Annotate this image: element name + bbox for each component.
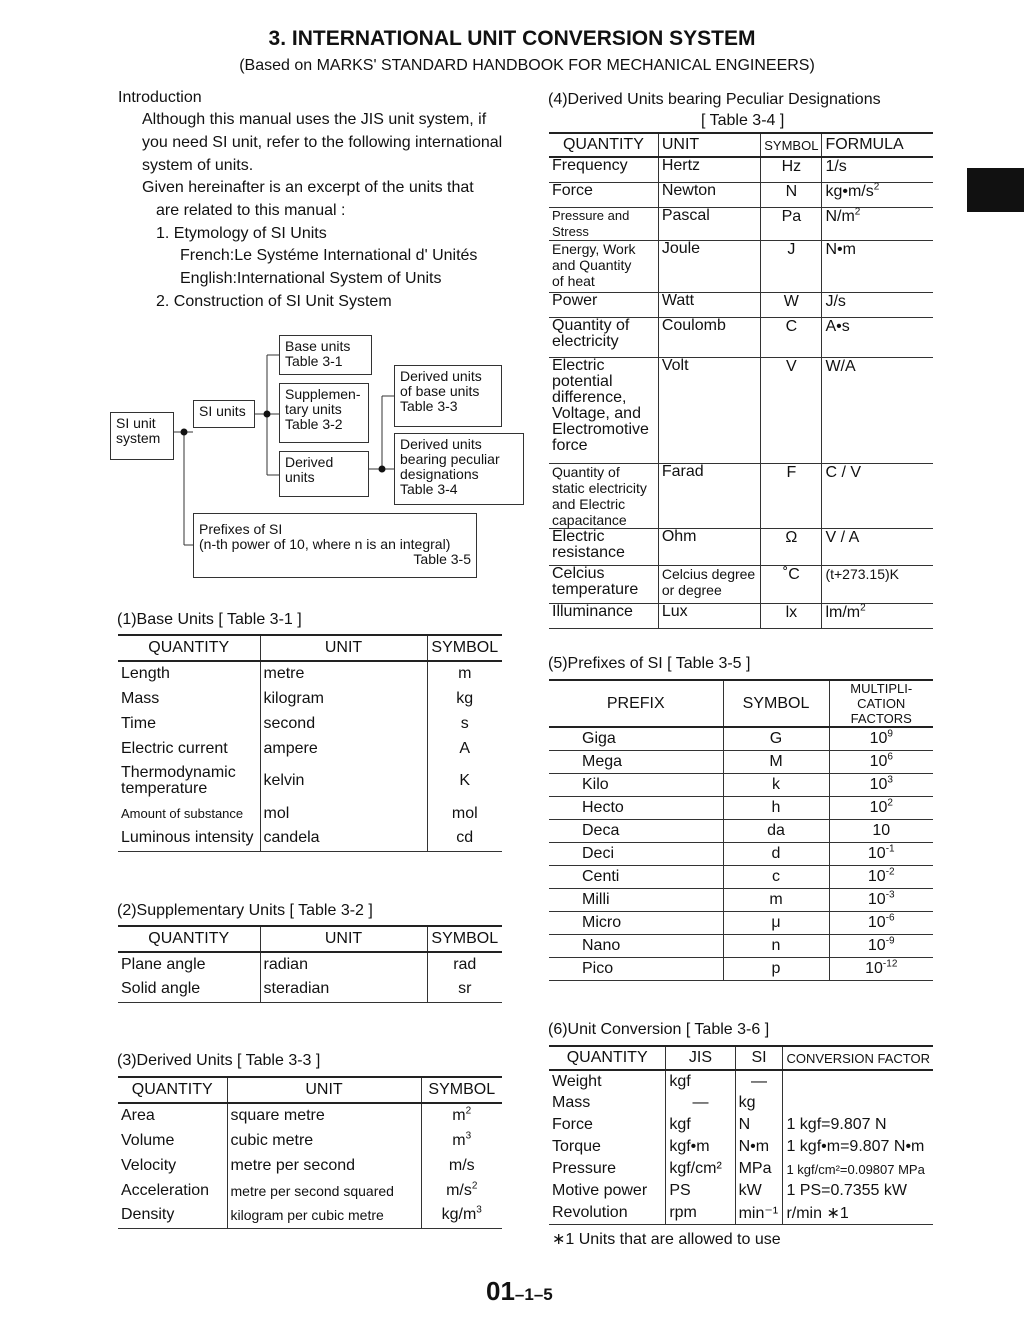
column-header: SI [735,1046,783,1070]
table1-caption: (1)Base Units [ Table 3-1 ] [117,611,302,628]
cell-symbol: V [761,357,822,463]
table6-caption: (6)Unit Conversion [ Table 3-6 ] [548,1021,770,1038]
page-number [486,1276,553,1307]
table-row [549,842,933,865]
table-row [118,686,502,711]
table-row [549,865,933,888]
cell-quantity: Area [121,1107,155,1124]
cell-si: kW [735,1180,783,1202]
cell-quantity: Torque [552,1138,601,1155]
cell-si: min⁻¹ [735,1202,783,1224]
factor-base: 10 [867,913,886,931]
cell-quantity: Plane angle [121,956,206,973]
page-title: 3. INTERNATIONAL UNIT CONVERSION SYSTEM [268,27,756,50]
cell-formula [822,603,933,628]
intro-line: Given hereinafter is an excerpt of the units that [142,179,474,196]
page-number-main: 01 [486,1276,515,1306]
cell-symbol: n [723,934,829,957]
cell-symbol: rad [427,952,502,977]
table-row [549,888,933,911]
cell-si: MPa [735,1158,783,1180]
factor-base: 10 [869,775,888,793]
table-row [549,934,933,957]
cell-conversion: r/min ∗1 [783,1202,933,1224]
formula-base: W/A [825,357,856,375]
cell-symbol [421,1153,502,1178]
cell-symbol: G [723,727,829,750]
cell-symbol: J [761,240,822,292]
supplementary-units-box: Supplemen- tary units Table 3-2 [279,383,369,443]
cell-unit: Volt [658,357,760,463]
cell-formula [822,207,933,240]
cell-unit: Farad [658,463,760,528]
table-row [118,761,502,801]
cell-quantity: Motive power [552,1182,648,1199]
table-row [118,1103,502,1128]
cell-jis: kgf [666,1070,735,1092]
factor-base: 10 [865,959,883,977]
column-header: PREFIX [549,680,723,727]
table6-footnote: ∗1 Units that are allowed to use [552,1231,781,1248]
supplementary-units-table [118,925,502,1003]
cell-unit: Lux [658,603,760,628]
column-header: SYMBOL [427,926,502,952]
cell-symbol: s [427,711,502,736]
cell-unit: candela [260,826,427,851]
column-header: SYMBOL [421,1077,502,1103]
table-row [549,207,933,240]
cell-unit: kilogram per cubic metre [227,1203,421,1228]
intro-line: system of units. [142,157,254,174]
table-row [549,240,933,292]
cell-symbol: ˚C [761,565,822,603]
table-row [118,661,502,686]
cell-quantity: Power [549,292,658,317]
column-header: UNIT [227,1077,421,1103]
table-row [549,528,933,565]
cell-prefix: Milli [549,888,723,911]
cell-si: N [735,1114,783,1136]
factor-base: 10 [867,844,886,862]
table4-body [549,157,933,628]
column-header: SYMBOL [761,133,822,157]
table5-caption: (5)Prefixes of SI [ Table 3-5 ] [548,655,751,672]
factor-base: 10 [872,821,891,839]
factor-base: 10 [869,729,888,747]
page-subtitle: (Based on MARKS' STANDARD HANDBOOK FOR MECHANICAL ENGINEERS) [239,57,815,74]
cell-conversion: 1 kgf/cm²=0.09807 MPa [783,1158,933,1180]
cell-formula [822,317,933,357]
table-row [549,773,933,796]
symbol-exponent: 3 [476,1204,482,1216]
cell-factor [829,842,933,865]
cell-conversion: 1 kgf=9.807 N [783,1114,933,1136]
cell-factor [829,773,933,796]
table-row [549,750,933,773]
cell-quantity: Quantity of static electricity and Electric capacitance [549,463,658,528]
cell-si: kg [735,1092,783,1114]
cell-jis: kgf [666,1114,735,1136]
table2-caption: (2)Supplementary Units [ Table 3-2 ] [117,902,373,919]
cell-unit: Watt [658,292,760,317]
table-row [549,357,933,463]
table-row [549,1092,933,1114]
table-row [118,826,502,851]
cell-unit: metre per second [227,1153,421,1178]
table-row [549,317,933,357]
unit-conversion-table [549,1045,933,1225]
cell-quantity: Force [549,182,658,207]
table-row [549,1136,933,1158]
cell-formula [822,157,933,182]
column-header: UNIT [658,133,760,157]
table-row [549,1114,933,1136]
cell-quantity: Thermodynamic temperature [121,764,236,797]
cell-unit: steradian [260,977,427,1002]
cell-unit: metre [260,661,427,686]
cell-symbol [421,1128,502,1153]
cell-symbol: c [723,865,829,888]
cell-factor [829,911,933,934]
factor-base: 10 [867,867,886,885]
cell-unit: radian [260,952,427,977]
cell-symbol: h [723,796,829,819]
column-header: QUANTITY [118,926,260,952]
cell-symbol: Pa [761,207,822,240]
formula-base: N/m [825,207,855,225]
formula-base: kg•m/s [825,182,874,200]
symbol-exponent: 2 [471,1180,478,1192]
column-header: JIS [666,1046,735,1070]
column-header: FORMULA [822,133,933,157]
table-row [549,911,933,934]
symbol-base: kg/m [441,1206,477,1224]
cell-factor [829,750,933,773]
prefixes-description: (n-th power of 10, where n is an integral) [199,536,451,552]
cell-formula [822,528,933,565]
factor-exponent: -1 [885,843,895,855]
cell-jis: PS [666,1180,735,1202]
table-row [118,1178,502,1203]
cell-prefix: Kilo [549,773,723,796]
cell-quantity: Mass [121,689,160,707]
cell-symbol: M [723,750,829,773]
cell-factor [829,819,933,842]
cell-quantity: Density [118,1203,227,1228]
table-row [118,801,502,826]
cell-conversion: 1 kgf•m=9.807 N•m [783,1136,933,1158]
cell-symbol: da [723,819,829,842]
intro-heading: Introduction [118,89,202,106]
intro-line: Although this manual uses the JIS unit system, if [142,111,487,128]
table-row [118,711,502,736]
factor-exponent: 2 [887,797,893,809]
cell-quantity: Energy, Work and Quantity of heat [549,240,658,292]
cell-si: N•m [735,1136,783,1158]
cell-quantity: Solid angle [118,977,260,1002]
cell-jis: kgf/cm² [666,1158,735,1180]
cell-quantity: Amount of substance [121,806,244,821]
base-units-box: Base units Table 3-1 [279,335,372,375]
column-header: QUANTITY [549,1046,666,1070]
column-header: UNIT [260,635,427,661]
cell-formula [822,182,933,207]
cell-quantity: Revolution [549,1202,666,1224]
intro-line: are related to this manual : [156,202,346,219]
table-row [549,796,933,819]
column-header: CONVERSION FACTOR [783,1046,933,1070]
cell-quantity: Pressure [552,1160,617,1177]
peculiar-derived-units-table [549,132,933,629]
formula-base: J/s [825,292,846,310]
cell-conversion [783,1070,933,1092]
intro-item-french: French:Le Systéme International d' Unités [180,247,478,264]
formula-exponent: 2 [873,181,880,193]
si-prefixes-table [549,679,933,981]
cell-symbol: cd [427,826,502,851]
table-row [118,1203,502,1228]
formula-base: V / A [825,528,860,546]
table-row [118,736,502,761]
cell-quantity: Weight [552,1072,602,1090]
cell-prefix: Mega [549,750,723,773]
table-row [118,952,502,977]
column-header: MULTIPLI- CATION FACTORS [829,680,933,727]
cell-unit: kilogram [260,686,427,711]
derived-units-box: Derived units [279,451,369,497]
formula-base: (t+273.15)K [825,565,900,582]
cell-unit: Ohm [658,528,760,565]
cell-si: — [735,1070,783,1092]
column-header: QUANTITY [549,133,658,157]
factor-exponent: -6 [885,912,895,924]
factor-exponent: 3 [887,774,893,786]
derived-peculiar-units-box: Derived units bearing peculiar designations Table 3-4 [394,433,524,505]
intro-item: 2. Construction of SI Unit System [156,293,392,310]
cell-factor [829,865,933,888]
cell-prefix: Giga [549,727,723,750]
cell-unit: mol [260,801,427,826]
factor-exponent: -2 [885,866,895,878]
cell-unit: second [260,711,427,736]
factor-exponent: 9 [887,728,893,740]
cell-unit: ampere [260,736,427,761]
table-row [549,1070,933,1092]
cell-unit: cubic metre [227,1128,421,1153]
formula-base: 1/s [825,158,847,175]
cell-symbol: N [761,182,822,207]
cell-symbol [421,1203,502,1228]
table4-caption-ref: [ Table 3-4 ] [701,112,785,129]
cell-jis: rpm [666,1202,735,1224]
cell-prefix: Micro [549,911,723,934]
cell-formula [822,292,933,317]
cell-symbol: Hz [761,157,822,182]
cell-symbol: d [723,842,829,865]
cell-symbol: Ω [761,528,822,565]
factor-base: 10 [869,752,888,770]
symbol-exponent: 2 [465,1105,472,1117]
cell-factor [829,796,933,819]
table-row [118,1128,502,1153]
cell-symbol: k [723,773,829,796]
page-number-sub: –1–5 [514,1285,553,1304]
cell-quantity: Mass [552,1094,591,1111]
cell-symbol: W [761,292,822,317]
cell-formula [822,357,933,463]
cell-factor [829,727,933,750]
cell-quantity: Electric resistance [549,528,658,565]
cell-factor [829,888,933,911]
table-row [549,957,933,980]
derived-base-units-box: Derived units of base units Table 3-3 [394,365,502,427]
table-row [549,463,933,528]
table-row [549,565,933,603]
cell-symbol: C [761,317,822,357]
table4-caption: (4)Derived Units bearing Peculiar Designations [548,91,881,108]
cell-unit: Joule [658,240,760,292]
cell-symbol: sr [427,977,502,1002]
cell-quantity: Celcius temperature [549,565,658,603]
cell-symbol: m [427,661,502,686]
table-row [118,977,502,1002]
cell-unit: square metre [227,1103,421,1128]
cell-unit: Hertz [658,157,760,182]
base-units-table [118,634,502,852]
table6-body [549,1070,933,1224]
column-header: QUANTITY [118,1077,227,1103]
symbol-base: m/s [446,1181,472,1199]
cell-symbol: m [723,888,829,911]
cell-conversion [783,1092,933,1114]
factor-exponent: -9 [885,935,895,947]
cell-quantity: Acceleration [121,1181,210,1199]
cell-prefix: Nano [549,934,723,957]
prefixes-title: Prefixes of SI [199,521,283,537]
cell-unit: Pascal [658,207,760,240]
symbol-base: m [452,1107,466,1124]
cell-prefix: Hecto [549,796,723,819]
factor-exponent: -12 [882,958,898,970]
cell-factor [829,957,933,980]
cell-prefix: Deci [549,842,723,865]
cell-unit: metre per second squared [227,1178,421,1203]
symbol-base: m [452,1131,466,1149]
cell-quantity: Force [552,1116,593,1133]
si-units-box: SI units [193,400,255,428]
cell-jis: — [666,1092,735,1114]
column-header: SYMBOL [427,635,502,661]
column-header: SYMBOL [723,680,829,727]
table5-body [549,727,933,980]
cell-symbol [421,1178,502,1203]
cell-prefix: Deca [549,819,723,842]
table-row [549,1202,933,1224]
intro-item-english: English:International System of Units [180,270,442,287]
cell-symbol: K [427,761,502,801]
cell-quantity: Time [121,714,156,732]
cell-symbol [421,1103,502,1128]
formula-base: C / V [825,463,862,481]
table-row [549,182,933,207]
intro-line: you need SI unit, refer to the following international [142,134,503,151]
cell-quantity: Length [121,665,170,682]
table-row [549,292,933,317]
cell-prefix: Pico [549,957,723,980]
table-row [118,1153,502,1178]
cell-symbol: lx [761,603,822,628]
cell-symbol: A [427,736,502,761]
cell-symbol: F [761,463,822,528]
cell-unit: Celcius degree or degree [658,565,760,603]
cell-quantity: Illuminance [549,603,658,628]
cell-conversion: 1 PS=0.7355 kW [783,1180,933,1202]
cell-quantity: Electric potential difference, Voltage, and Electromotive force [549,357,658,463]
factor-base: 10 [867,936,886,954]
table3-caption: (3)Derived Units [ Table 3-3 ] [117,1052,321,1069]
formula-base: A•s [825,317,850,335]
cell-unit: Coulomb [658,317,760,357]
factor-exponent: 6 [887,751,893,763]
cell-unit: kelvin [260,761,427,801]
prefixes-table-ref: Table 3-5 [413,551,471,567]
formula-exponent: 2 [854,206,861,218]
cell-formula [822,240,933,292]
cell-quantity: Luminous intensity [118,826,260,851]
cell-symbol: μ [723,911,829,934]
cell-quantity: Pressure and Stress [549,207,658,240]
table-row [549,819,933,842]
column-header: QUANTITY [118,635,260,661]
cell-unit: Newton [658,182,760,207]
table-row [549,603,933,628]
cell-formula [822,463,933,528]
cell-quantity: Velocity [121,1156,177,1174]
table-row [549,727,933,750]
derived-units-table [118,1076,502,1229]
cell-symbol: p [723,957,829,980]
formula-exponent: 2 [860,602,866,614]
formula-base: N•m [825,240,856,258]
cell-quantity: Volume [121,1131,175,1149]
symbol-base: m/s [448,1156,475,1174]
cell-formula [822,565,933,603]
factor-base: 10 [867,890,886,908]
table-row [549,157,933,182]
table-row [549,1158,933,1180]
intro-item: 1. Etymology of SI Units [156,225,327,242]
cell-symbol: mol [427,801,502,826]
symbol-exponent: 3 [465,1130,472,1142]
factor-base: 10 [869,798,888,816]
cell-quantity: Electric current [121,739,228,757]
cell-quantity: Frequency [549,157,658,182]
column-header: UNIT [260,926,427,952]
cell-symbol: kg [427,686,502,711]
cell-quantity: Quantity of electricity [549,317,658,357]
cell-jis: kgf•m [666,1136,735,1158]
prefixes-box [193,513,477,578]
si-unit-system-box: SI unit system [110,412,174,460]
cell-factor [829,934,933,957]
formula-base: lm/m [825,603,861,621]
factor-exponent: -3 [885,889,895,901]
table-row [549,1180,933,1202]
cell-prefix: Centi [549,865,723,888]
